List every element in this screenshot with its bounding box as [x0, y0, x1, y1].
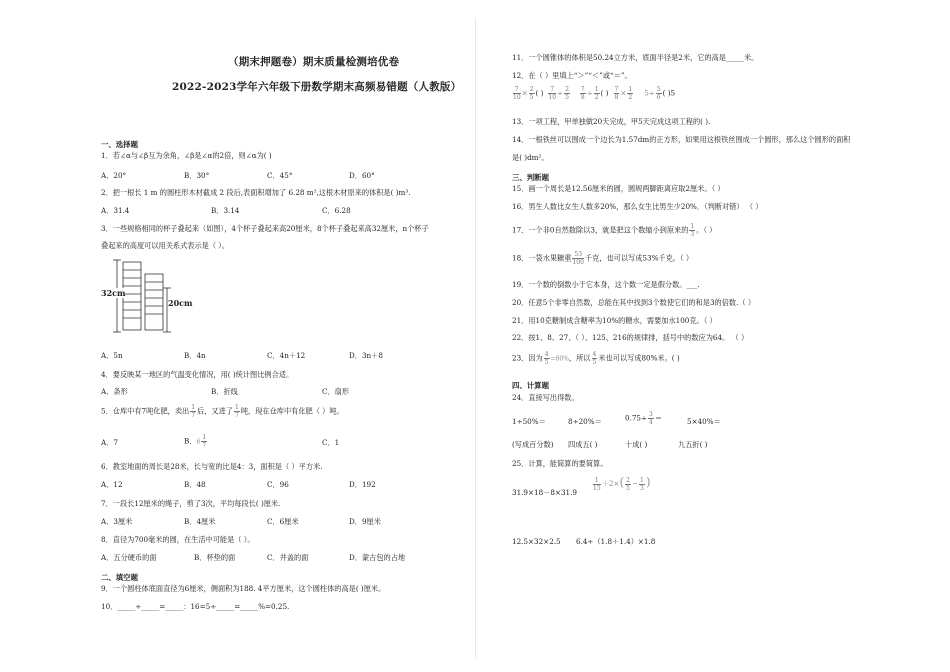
- q5-option-c: C．1: [322, 438, 340, 447]
- section-fill: 二、填空题: [101, 573, 138, 582]
- q9-stem: 9．一个圆柱体底面直径为6厘米，侧面积为188. 4平方厘米，这个圆柱体的高是( )厘米。: [101, 584, 386, 593]
- fraction: $\frac{1}{3}$: [690, 223, 695, 238]
- compare-blank[interactable]: ( ): [535, 88, 544, 98]
- q24-expr-6: 四成五( ): [568, 440, 598, 449]
- q7-option-d: D．9厘米: [349, 517, 381, 526]
- q8-option-c: C．井盖的面: [267, 553, 309, 562]
- q1-stem: 1．若∠α与∠β互为余角，∠β是∠α的2倍，则∠α为( ): [101, 151, 272, 160]
- fraction: $\frac{5}{6}$: [656, 86, 661, 101]
- q3-option-d: D．3n＋8: [349, 351, 383, 360]
- q6-stem: 6．教室地面的周长是28米，长与宽的比是4：3，面积是（ ）平方米.: [101, 462, 323, 471]
- label-20cm: 20cm: [168, 298, 193, 308]
- q24-expr-2: 8÷20%＝: [568, 417, 602, 426]
- section-choice: 一、选择题: [101, 140, 138, 149]
- fraction: $\frac{7}{8}$: [580, 86, 585, 101]
- q16-stem: 16．男生人数比女生人数多20%，那么女生比男生少20%．（判断对错） （ ）: [512, 202, 763, 211]
- fraction: $\frac{1}{7}$: [191, 404, 196, 419]
- compare-blank[interactable]: ( )5: [662, 88, 676, 98]
- q3-option-b: B．4n: [184, 351, 206, 360]
- fraction: $\frac{1}{15}$: [593, 476, 601, 492]
- q3-option-a: A．5n: [101, 351, 123, 360]
- q8-stem: 8．直径为700毫米的圆，在生活中可能是（ ）。: [101, 535, 255, 544]
- fraction: $\frac{4}{5}$: [592, 351, 597, 366]
- q5-option-a: A．7: [101, 438, 118, 447]
- q24-expr-7: 十成( ): [625, 440, 648, 449]
- q24-expr-5: (写成百分数): [512, 440, 554, 449]
- fraction: $\frac{2}{5}$: [529, 86, 534, 101]
- fraction: $\frac{1}{3}$: [639, 476, 644, 492]
- q7-option-c: C．6厘米: [267, 517, 299, 526]
- q18-stem: 18．一袋水果糖重 $\frac{53}{100}$ 千克，也可以写成53%千克。（ ）: [512, 251, 694, 266]
- q5-stem-b: 后，又进了: [197, 406, 233, 416]
- q24-expr-8: 九五折( ): [678, 440, 708, 449]
- page-subtitle: 2022-2023学年六年级下册数学期末高频易错题（人教版）: [172, 81, 462, 93]
- q4-option-a: A．条形: [101, 387, 128, 396]
- q5-stem-c: 吨，现在仓库中有化肥（ ）吨。: [240, 406, 344, 416]
- q2-option-b: B．3.14: [211, 206, 240, 215]
- q7-stem: 7．一段长12厘米的绳子，剪了3次，平均每段长( )厘米.: [101, 499, 281, 508]
- q13-stem: 13．一项工程，甲单独做20天完成，甲5天完成这项工程的( ).: [512, 117, 711, 126]
- q6-option-b: B．48: [184, 480, 206, 489]
- q11-stem: 11．一个圆锥体的体积是50.24立方米，底面半径是2米，它的高是_____米。: [512, 53, 759, 62]
- q5-stem-a: 5．仓库中有7吨化肥，卖出: [101, 406, 190, 416]
- q6-option-a: A．12: [101, 480, 123, 489]
- q3-stem-line1: 3．一些规格相同的杯子叠起来（如图），4个杯子叠起来高20厘米，8个杯子叠起来高32厘米，n个杯子: [101, 224, 429, 233]
- q1-option-d: D．60°: [349, 171, 375, 180]
- q4-option-c: C．扇形: [322, 387, 350, 396]
- q8-option-d: D．蒙古包的占地: [349, 553, 406, 562]
- section-calc: 四、计算题: [512, 381, 549, 390]
- q3-stem-line2: 叠起来的高度可以用关系式表示是（ ）。: [101, 241, 230, 250]
- q2-stem: 2．把一根长 1 m 的圆柱形木材截成 2 段后,表面积增加了 6.28 m²,这根木材原来的体积是( )m³.: [101, 188, 411, 197]
- fraction: $\frac{1}{2}$: [628, 86, 633, 101]
- q17-stem: 17．一个非0自然数除以3，就是把这个数缩小到原来的 $\frac{1}{3}$ 。（ ）: [512, 223, 717, 238]
- q4-stem: 4．要反映某一地区的气温变化情况，用( )统计图比例合适。: [101, 370, 294, 379]
- fraction: $\frac{7}{8}$: [614, 86, 619, 101]
- q3-option-c: C．4n＋12: [267, 351, 306, 360]
- fraction: $\frac{2}{5}$: [626, 476, 630, 492]
- q24-stem: 24．直接写出得数。: [512, 393, 579, 402]
- q1-option-c: C．45°: [267, 171, 293, 180]
- label-32cm: 32cm: [101, 288, 126, 298]
- right-paren-icon: ): [645, 475, 651, 489]
- q6-option-c: C．96: [267, 480, 289, 489]
- q23-stem: 23．因为 $\frac{4}{5}$ =80%，所以 $\frac{4}{5}$ 米也可以写成80%米。( ): [512, 351, 680, 366]
- q15-stem: 15．画一个周长是12.56厘米的圆，圆规两脚距离应取2厘米。（ ）: [512, 184, 725, 193]
- q24-expr-1: 1÷50%＝: [512, 417, 546, 426]
- q8-option-b: B．杯垫的面: [194, 553, 236, 562]
- q6-option-d: D．192: [349, 480, 376, 489]
- fraction: $\frac{1}{2}$: [594, 86, 599, 101]
- q19-stem: 19．一个数的倒数小于它本身，这个数一定是假分数。___.: [512, 280, 700, 289]
- q2-option-c: C．6.28: [322, 206, 351, 215]
- section-judge: 三、判断题: [512, 173, 549, 182]
- q7-option-a: A．3厘米: [101, 517, 133, 526]
- q25-stem: 25．计算，能简算的要简算。: [512, 459, 608, 468]
- fraction: $\frac{2}{5}$: [565, 86, 569, 101]
- compare-blank[interactable]: ( ): [600, 88, 609, 98]
- q25-expr-2: $\frac{1}{15}$ ＋2×( $\frac{2}{5}$ − $\frac{1}{3}$ ): [593, 475, 651, 492]
- q5-option-b: B．6 $\frac{1}{7}$: [184, 434, 207, 449]
- q10-stem: 10．_____÷_____=_____：16=5÷_____=_____%=0.25.: [101, 602, 290, 611]
- q24-expr-3: 0.75÷ $\frac{3}{4}$ ＝: [625, 411, 663, 426]
- q1-option-a: A．20°: [101, 171, 127, 180]
- fraction: $\frac{7}{10}$: [513, 86, 521, 101]
- q21-stem: 21．用10克糖制成含糖率为10%的糖水，需要加水100克。（ ）: [512, 316, 717, 325]
- q12-stem: 12．在（ ）里填上“＞”“＜”或“＝”。: [512, 71, 632, 80]
- q14-stem-line1: 14．一根铁丝可以围成一个边长为1.57dm的正方形，如果用这根铁丝围成一个圆形，那么这个圆形的面积: [512, 135, 851, 144]
- column-divider: [475, 18, 476, 658]
- fraction: $\frac{7}{10}$: [548, 86, 557, 101]
- left-paren-icon: (: [619, 475, 625, 489]
- q25-expr-4: 6.4÷（1.8＋1.4）×1.8: [576, 537, 656, 546]
- q12-compare-row: $\frac{7}{10}$ × $\frac{2}{5}$ ( ) $\frac{7}{10}$ ÷ $\frac{2}{5}$ $\frac{7}{8}$ ÷ $\frac{1}{2}$ ( ) $\frac{7}{8}$ × $\frac{1}{2}$ 5÷ $\frac{5}{6}$ ( )5: [513, 86, 676, 101]
- fraction: $\frac{1}{7}$: [235, 404, 239, 419]
- q2-option-a: A．31.4: [101, 206, 130, 215]
- q20-stem: 20．任意5个非零自然数，总能在其中找到3个数使它们的和是3的倍数.（ ）: [512, 298, 756, 307]
- q22-stem: 22．按1、8、27、（ ）、125、216的规律排，括号中的数应为64。 （ ）: [512, 333, 749, 342]
- q25-expr-3: 12.5×32×2.5: [512, 537, 561, 546]
- q4-option-b: B．折线: [211, 387, 238, 396]
- q14-stem-line2: 是( )dm²。: [512, 153, 549, 162]
- q1-option-b: B．30°: [184, 171, 210, 180]
- fraction: $\frac{3}{4}$: [649, 411, 653, 426]
- fraction: $\frac{1}{7}$: [202, 434, 207, 449]
- fraction: $\frac{4}{5}$: [544, 351, 549, 366]
- q8-option-a: A．五分硬币的面: [101, 553, 157, 562]
- q24-expr-4: 5×40%＝: [687, 417, 721, 426]
- cups-figure: [101, 258, 201, 334]
- page-title: （期末押题卷）期末质量检测培优卷: [228, 56, 400, 68]
- q7-option-b: B．4厘米: [184, 517, 216, 526]
- fraction: $\frac{53}{100}$: [572, 251, 584, 266]
- q5-stem: [101, 404, 344, 419]
- q25-expr-1: 31.9×18－8×31.9: [512, 488, 577, 497]
